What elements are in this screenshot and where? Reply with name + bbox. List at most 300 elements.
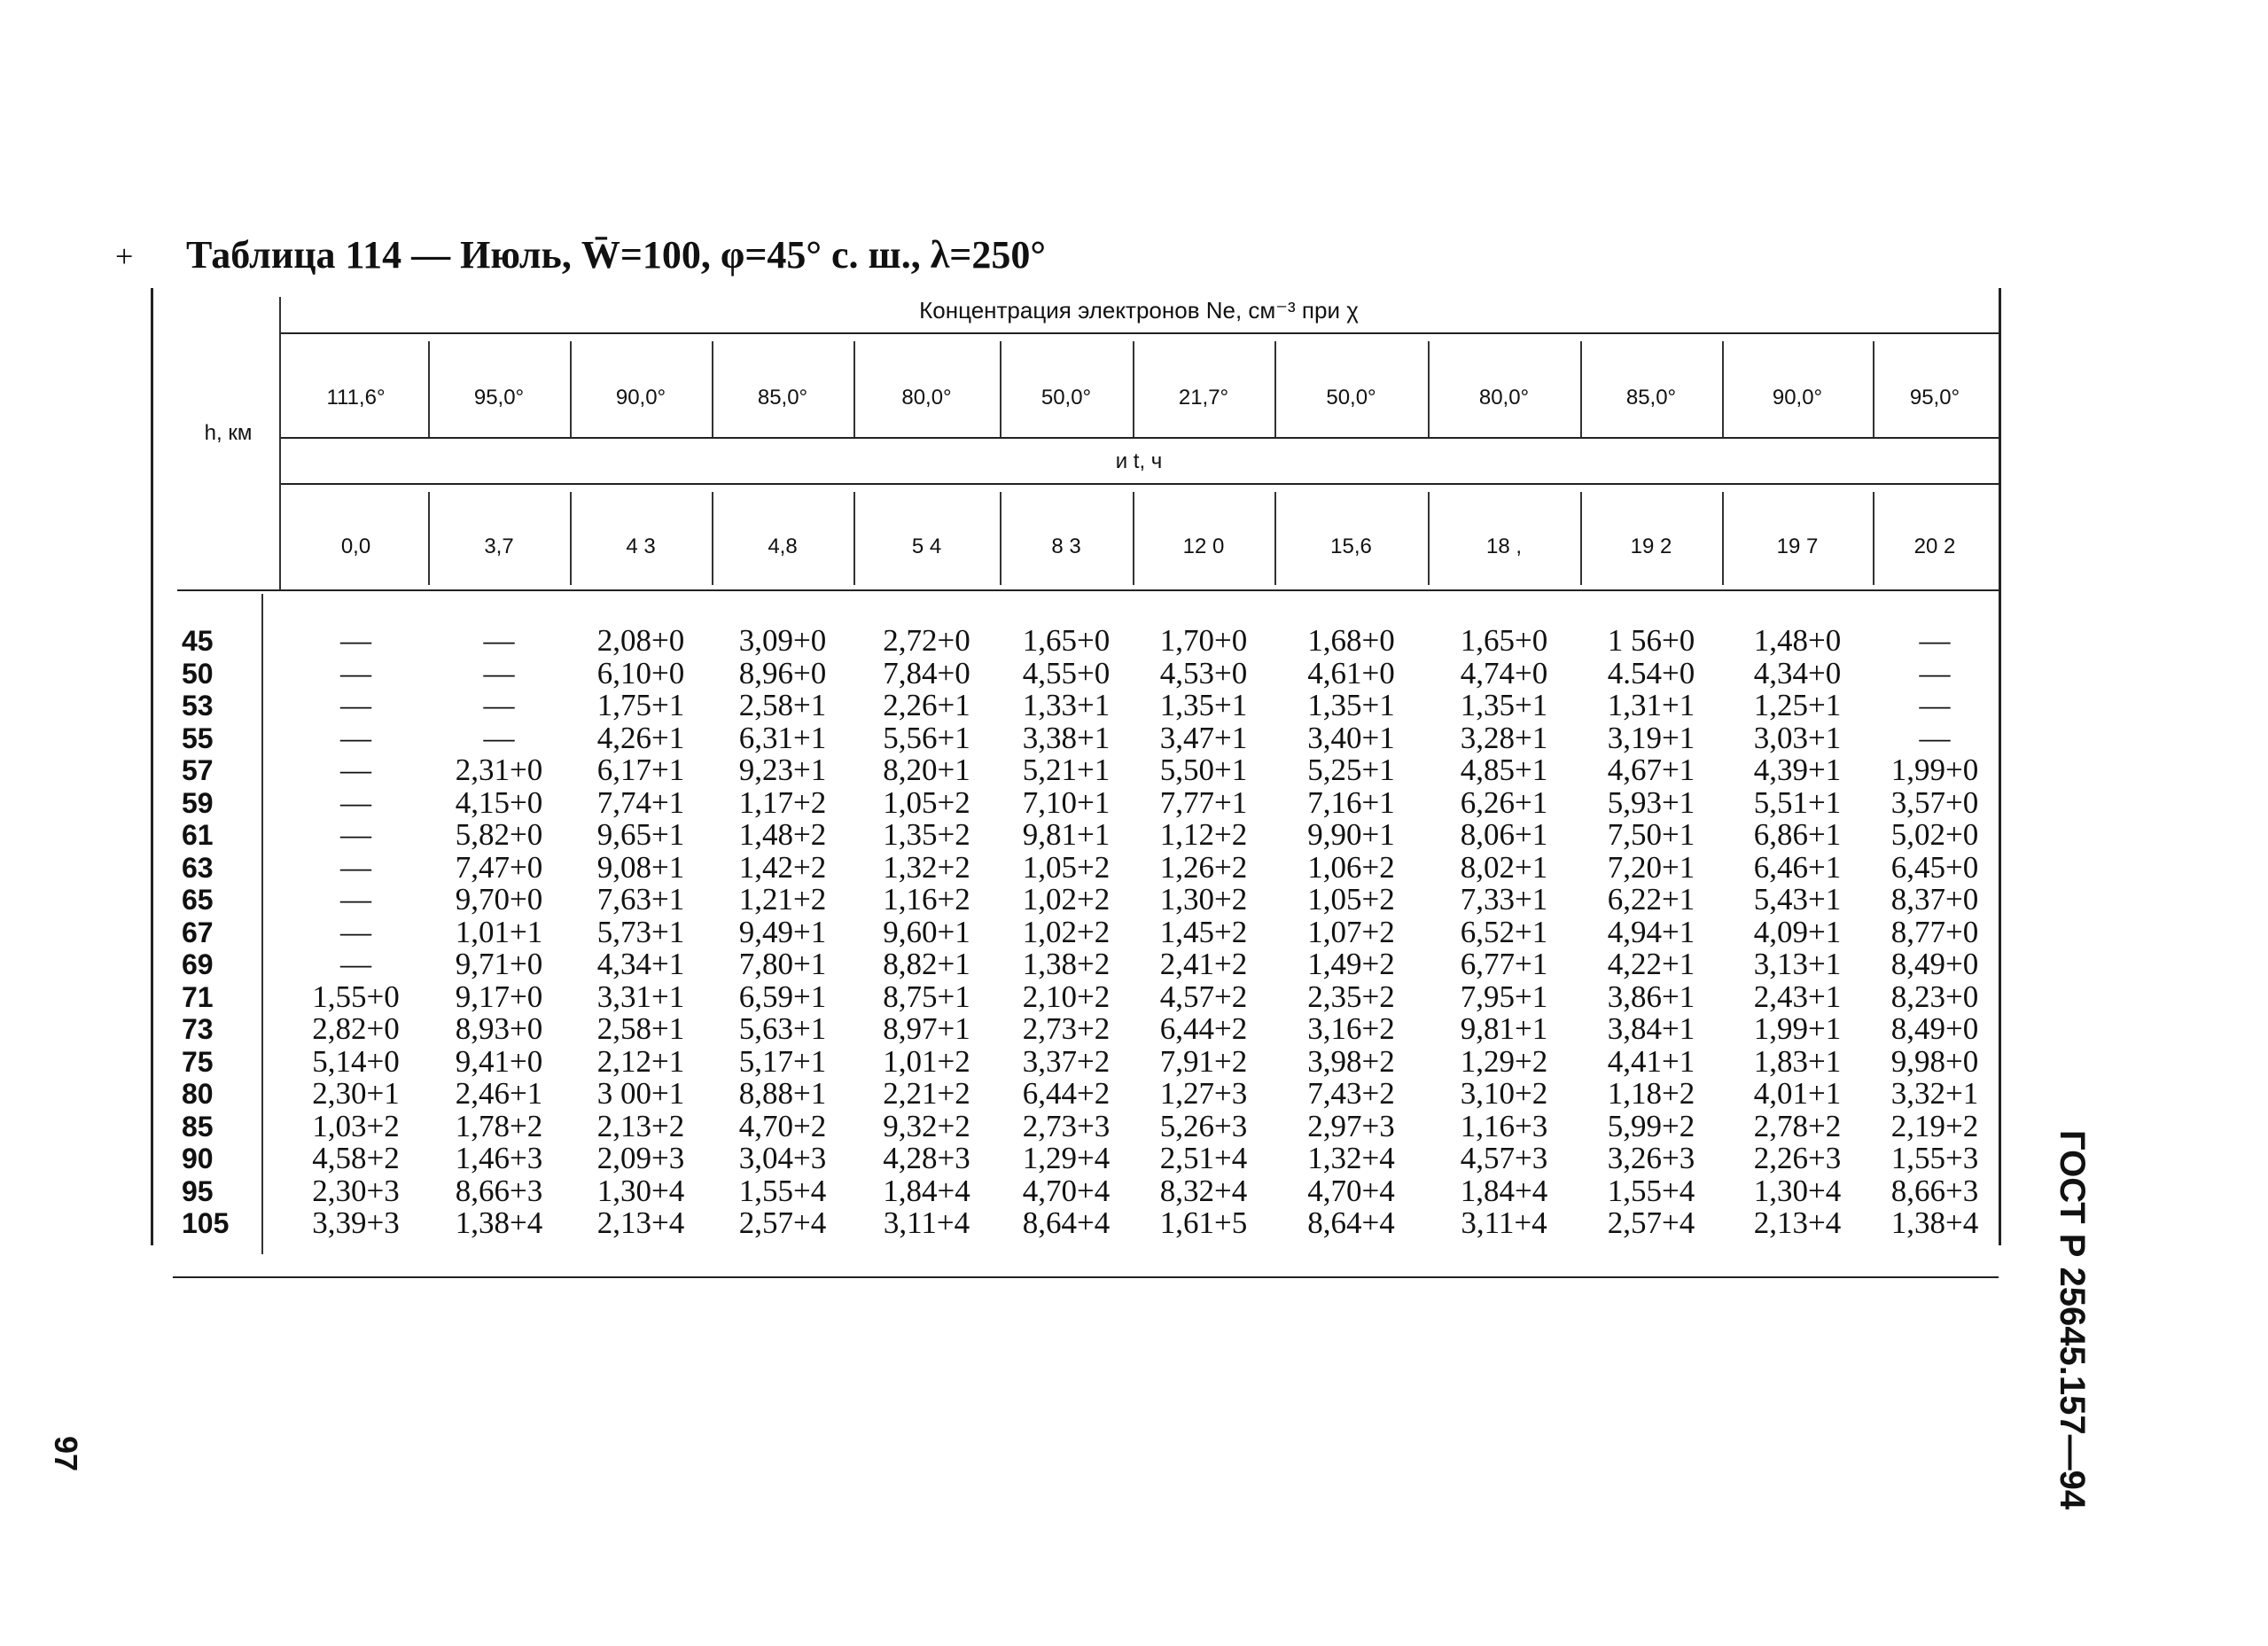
table-cell: 1,35+1 xyxy=(1159,688,1248,722)
chi-column-separator xyxy=(570,341,572,437)
chi-header-cell: 95,0° xyxy=(473,386,525,410)
table-cell: 2,35+2 xyxy=(1307,979,1395,1014)
table-cell: 3 00+1 xyxy=(596,1076,685,1111)
h-column-separator xyxy=(279,297,281,589)
table-cell: 2,51+4 xyxy=(1159,1141,1248,1175)
table-cell: 7,47+0 xyxy=(455,849,543,885)
table-cell: 8,97+1 xyxy=(883,1011,970,1046)
table-cell: 1,30+2 xyxy=(1159,882,1248,917)
table-cell: 4,41+1 xyxy=(1607,1043,1695,1079)
table-cell: 1,17+2 xyxy=(738,784,827,820)
table-cell: 1,35+1 xyxy=(1460,688,1548,722)
table-cell: 1,99+0 xyxy=(1890,753,1979,787)
chi-header-cell: 90,0° xyxy=(615,386,666,410)
table-cell: 3,47+1 xyxy=(1159,720,1248,755)
table-cell: 1,55+4 xyxy=(738,1173,827,1208)
table-cell: 1,31+1 xyxy=(1607,688,1695,722)
table-cell: 7,74+1 xyxy=(596,784,685,820)
table-cell: 1,02+2 xyxy=(1022,914,1111,949)
chi-column-separator xyxy=(1000,341,1002,437)
t-column-separator xyxy=(1580,492,1582,585)
table-cell: 2,57+4 xyxy=(738,1205,827,1240)
table-cell: 1,99+1 xyxy=(1753,1011,1842,1046)
table-cell: 2,78+2 xyxy=(1753,1108,1842,1143)
table-cell: 4,55+0 xyxy=(1022,655,1111,690)
table-cell: 5,73+1 xyxy=(596,914,685,949)
table-cell: 1,83+1 xyxy=(1753,1043,1842,1079)
table-cell: 1,45+2 xyxy=(1159,914,1248,949)
table-cell: 1,49+2 xyxy=(1307,947,1395,981)
table-cell: 9,41+0 xyxy=(455,1043,543,1079)
table-cell: 1,38+2 xyxy=(1022,947,1111,981)
table-cell: 8,37+0 xyxy=(1890,882,1979,917)
row-height-cell: 90 xyxy=(182,1143,214,1174)
t-column-separator xyxy=(1274,492,1276,585)
table-cell: 9,71+0 xyxy=(455,947,543,981)
table-cell: 1,84+4 xyxy=(883,1173,970,1208)
table-cell: 1,29+4 xyxy=(1022,1141,1111,1175)
t-column-separator xyxy=(1428,492,1430,585)
table-cell: 8,20+1 xyxy=(883,753,970,787)
header-bottom-rule xyxy=(177,589,1999,591)
table-cell: 8,02+1 xyxy=(1460,849,1548,885)
t-header-cell: 5 4 xyxy=(911,534,942,558)
chi-column-separator xyxy=(1428,341,1430,437)
margin-mark: + xyxy=(115,238,134,274)
table-cell: 1,05+2 xyxy=(883,784,970,820)
table-cell: 1,27+3 xyxy=(1159,1076,1248,1111)
table-cell: 2,57+4 xyxy=(1607,1205,1695,1240)
table-cell: 3,03+1 xyxy=(1753,720,1842,755)
table-cell: 1,29+2 xyxy=(1460,1043,1548,1079)
table-cell: 1,75+1 xyxy=(596,688,685,722)
table-cell: 1,02+2 xyxy=(1022,882,1111,917)
table-cell: 5,51+1 xyxy=(1753,784,1842,820)
table-cell: 9,98+0 xyxy=(1890,1043,1979,1079)
row-height-cell: 65 xyxy=(182,884,214,916)
table-cell: 7,84+0 xyxy=(883,655,970,690)
table-cell: 1,46+3 xyxy=(455,1141,543,1175)
table-cell: 5,63+1 xyxy=(738,1011,827,1046)
row-height-cell: 95 xyxy=(182,1174,214,1207)
table-cell: — xyxy=(340,817,371,852)
row-height-cell: 59 xyxy=(182,786,214,819)
t-column-separator xyxy=(853,492,855,585)
table-cell: 4,85+1 xyxy=(1460,753,1548,787)
table-cell: 6,52+1 xyxy=(1460,914,1548,949)
t-header-cell: 15,6 xyxy=(1330,534,1372,558)
table-cell: 8,23+0 xyxy=(1890,979,1979,1014)
chi-column-separator xyxy=(712,341,713,437)
t-header-cell: 18 , xyxy=(1485,534,1523,558)
table-cell: 4,28+3 xyxy=(883,1141,970,1175)
h-column-header: h, км xyxy=(204,421,253,445)
table-cell: — xyxy=(1919,688,1951,722)
chi-header-cell: 111,6° xyxy=(326,386,386,410)
table-cell: 7,95+1 xyxy=(1460,979,1548,1014)
table-cell: 1,48+2 xyxy=(738,817,827,852)
chi-column-separator xyxy=(1722,341,1724,437)
table-cell: 1,05+2 xyxy=(1307,882,1395,917)
table xyxy=(151,288,2012,1269)
table-cell: 8,82+1 xyxy=(883,947,970,981)
table-cell: 2,12+1 xyxy=(596,1043,685,1079)
t-column-separator xyxy=(1873,492,1874,585)
table-cell: 9,17+0 xyxy=(455,979,543,1014)
table-cell: 9,81+1 xyxy=(1022,817,1111,852)
table-cell: 1,61+5 xyxy=(1159,1205,1248,1240)
row-height-cell: 85 xyxy=(182,1110,214,1143)
table-cell: 1,42+2 xyxy=(738,849,827,885)
table-cell: 1,68+0 xyxy=(1307,623,1395,658)
table-cell: 1,84+4 xyxy=(1460,1173,1548,1208)
table-cell: 4,53+0 xyxy=(1159,655,1248,690)
table-cell: 1,38+4 xyxy=(455,1205,543,1240)
table-cell: 1,55+0 xyxy=(312,979,400,1014)
table-cell: 2,43+1 xyxy=(1753,979,1842,1014)
table-cell: 1,21+2 xyxy=(738,882,827,917)
table-cell: 3,40+1 xyxy=(1307,720,1395,755)
row-height-cell: 50 xyxy=(182,657,214,690)
table-cell: 8,49+0 xyxy=(1890,947,1979,981)
table-cell: — xyxy=(340,947,371,981)
table-cell: 4,34+0 xyxy=(1753,655,1842,690)
table-cell: 1,78+2 xyxy=(455,1108,543,1143)
table-cell: 1,25+1 xyxy=(1753,688,1842,722)
row-height-cell: 53 xyxy=(182,690,214,722)
table-left-border xyxy=(151,288,153,1245)
table-cell: 3,11+4 xyxy=(883,1205,970,1240)
t-header-cell: 4 3 xyxy=(626,534,656,558)
table-cell: 4,22+1 xyxy=(1607,947,1695,981)
chi-column-separator xyxy=(1580,341,1582,437)
table-cell: 7,33+1 xyxy=(1460,882,1548,917)
document-code: ГОСТ Р 25645.157—94 xyxy=(2053,1130,2092,1510)
table-cell: 8,88+1 xyxy=(738,1076,827,1111)
table-cell: 4,58+2 xyxy=(312,1141,400,1175)
t-top-rule xyxy=(279,483,1999,485)
table-cell: 8,64+4 xyxy=(1022,1205,1111,1240)
row-height-cell: 63 xyxy=(182,851,214,884)
table-cell: 9,23+1 xyxy=(738,753,827,787)
table-cell: 3,09+0 xyxy=(738,623,827,658)
table-cell: 1,26+2 xyxy=(1159,849,1248,885)
table-cell: 1,35+1 xyxy=(1307,688,1395,722)
table-cell: 4,26+1 xyxy=(596,720,685,755)
table-cell: 4,57+2 xyxy=(1159,979,1248,1014)
table-cell: 3,16+2 xyxy=(1307,1011,1395,1046)
t-header-cell: 19 2 xyxy=(1630,534,1672,558)
chi-header-cell: 80,0° xyxy=(901,386,952,410)
table-title: Таблица 114 — Июль, W̄=100, φ=45° с. ш., λ=250° xyxy=(186,233,1046,277)
table-cell: 4,15+0 xyxy=(455,784,543,820)
table-cell: 2,30+3 xyxy=(312,1173,400,1208)
table-cell: 1,38+4 xyxy=(1890,1205,1979,1240)
table-cell: 7,43+2 xyxy=(1307,1076,1395,1111)
table-cell: 6,31+1 xyxy=(738,720,827,755)
table-cell: 1,48+0 xyxy=(1753,623,1842,658)
table-bottom-rule xyxy=(173,1276,1999,1278)
table-cell: 2,30+1 xyxy=(312,1076,400,1111)
chi-header-cell: 80,0° xyxy=(1478,386,1530,410)
table-cell: 2,19+2 xyxy=(1890,1108,1979,1143)
chi-header-cell: 50,0° xyxy=(1326,386,1376,410)
t-header-cell: 3,7 xyxy=(484,534,514,558)
table-cell: 1,30+4 xyxy=(1753,1173,1842,1208)
table-cell: 1,32+2 xyxy=(883,849,970,885)
table-cell: — xyxy=(340,849,371,885)
table-cell: 5,26+3 xyxy=(1159,1108,1248,1143)
table-cell: 1,01+1 xyxy=(455,914,543,949)
table-cell: — xyxy=(340,623,371,658)
t-column-separator xyxy=(1000,492,1002,585)
chi-column-separator xyxy=(428,341,430,437)
table-cell: 2,73+3 xyxy=(1022,1108,1111,1143)
table-cell: 1 56+0 xyxy=(1607,623,1695,658)
t-header-cell: 12 0 xyxy=(1182,534,1225,558)
t-column-separator xyxy=(428,492,430,585)
table-cell: 6,17+1 xyxy=(596,753,685,787)
table-cell: 1,05+2 xyxy=(1022,849,1111,885)
table-cell: 5,93+1 xyxy=(1607,784,1695,820)
table-cell: 7,16+1 xyxy=(1307,784,1395,820)
table-cell: 2,10+2 xyxy=(1022,979,1111,1014)
table-cell: 3,04+3 xyxy=(738,1141,827,1175)
chi-column-separator xyxy=(1274,341,1276,437)
table-cell: 2,13+4 xyxy=(1753,1205,1842,1240)
table-cell: 8,66+3 xyxy=(455,1173,543,1208)
row-height-cell: 105 xyxy=(182,1207,230,1239)
table-cell: 1,07+2 xyxy=(1307,914,1395,949)
table-cell: — xyxy=(483,623,515,658)
table-cell: 4,01+1 xyxy=(1753,1076,1842,1111)
table-cell: 6,46+1 xyxy=(1753,849,1842,885)
table-cell: 7,80+1 xyxy=(738,947,827,981)
table-cell: 8,64+4 xyxy=(1307,1205,1395,1240)
row-height-cell: 55 xyxy=(182,722,214,754)
table-cell: 8,32+4 xyxy=(1159,1173,1248,1208)
table-cell: 9,90+1 xyxy=(1307,817,1395,852)
table-cell: 3,39+3 xyxy=(312,1205,400,1240)
table-cell: — xyxy=(483,688,515,722)
t-group-header: и t, ч xyxy=(1115,449,1163,473)
table-cell: 4,67+1 xyxy=(1607,753,1695,787)
table-cell: 2,58+1 xyxy=(596,1011,685,1046)
table-cell: 2,46+1 xyxy=(455,1076,543,1111)
table-cell: 1,16+2 xyxy=(883,882,970,917)
table-cell: 3,86+1 xyxy=(1607,979,1695,1014)
table-cell: 7,91+2 xyxy=(1159,1043,1248,1079)
table-cell: 8,06+1 xyxy=(1460,817,1548,852)
table-cell: 3,13+1 xyxy=(1753,947,1842,981)
table-cell: 8,77+0 xyxy=(1890,914,1979,949)
chi-column-separator xyxy=(853,341,855,437)
row-height-cell: 71 xyxy=(182,980,214,1013)
table-cell: 1,65+0 xyxy=(1460,623,1548,658)
table-cell: 4,70+2 xyxy=(738,1108,827,1143)
table-cell: — xyxy=(1919,720,1951,755)
table-cell: 8,75+1 xyxy=(883,979,970,1014)
table-cell: 5,43+1 xyxy=(1753,882,1842,917)
table-cell: 9,08+1 xyxy=(596,849,685,885)
table-cell: 6,26+1 xyxy=(1460,784,1548,820)
table-cell: 6,86+1 xyxy=(1753,817,1842,852)
table-cell: 2,08+0 xyxy=(596,623,685,658)
row-height-cell: 75 xyxy=(182,1045,214,1078)
table-cell: 1,01+2 xyxy=(883,1043,970,1079)
table-cell: — xyxy=(340,914,371,949)
table-cell: — xyxy=(483,655,515,690)
table-cell: — xyxy=(340,720,371,755)
table-cell: 3,19+1 xyxy=(1607,720,1695,755)
row-height-cell: 61 xyxy=(182,819,214,851)
table-cell: 5,21+1 xyxy=(1022,753,1111,787)
chi-header-cell: 90,0° xyxy=(1772,386,1823,410)
table-cell: 1,65+0 xyxy=(1022,623,1111,658)
row-height-cell: 73 xyxy=(182,1013,214,1045)
row-height-cell: 80 xyxy=(182,1078,214,1110)
table-cell: 2,31+0 xyxy=(455,753,543,787)
table-body xyxy=(173,625,1997,1240)
table-cell: 6,77+1 xyxy=(1460,947,1548,981)
table-cell: 4,94+1 xyxy=(1607,914,1695,949)
t-column-separator xyxy=(1133,492,1134,585)
table-cell: 7,20+1 xyxy=(1607,849,1695,885)
table-cell: 9,65+1 xyxy=(596,817,685,852)
table-cell: — xyxy=(1919,623,1951,658)
table-cell: 2,26+3 xyxy=(1753,1141,1842,1175)
table-cell: 4,70+4 xyxy=(1307,1173,1395,1208)
table-cell: 1,06+2 xyxy=(1307,849,1395,885)
table-cell: 7,10+1 xyxy=(1022,784,1111,820)
concentration-group-header: Концентрация электронов Ne, см⁻³ при χ xyxy=(919,297,1359,324)
table-cell: 2,09+3 xyxy=(596,1141,685,1175)
table-cell: 9,70+0 xyxy=(455,882,543,917)
table-cell: 5,82+0 xyxy=(455,817,543,852)
table-cell: — xyxy=(1919,655,1951,690)
t-header-cell: 20 2 xyxy=(1913,534,1956,558)
t-column-separator xyxy=(1722,492,1724,585)
table-cell: 4,39+1 xyxy=(1753,753,1842,787)
table-cell: 3,31+1 xyxy=(596,979,685,1014)
table-cell: 9,32+2 xyxy=(883,1108,970,1143)
table-cell: 9,81+1 xyxy=(1460,1011,1548,1046)
row-height-cell: 69 xyxy=(182,948,214,980)
table-cell: 3,11+4 xyxy=(1461,1205,1547,1240)
table-cell: 2,21+2 xyxy=(883,1076,970,1111)
table-cell: 5,56+1 xyxy=(883,720,970,755)
table-cell: 8,49+0 xyxy=(1890,1011,1979,1046)
t-column-separator xyxy=(712,492,713,585)
table-cell: 3,38+1 xyxy=(1022,720,1111,755)
table-cell: 3,32+1 xyxy=(1890,1076,1979,1111)
table-cell: 6,45+0 xyxy=(1890,849,1979,885)
table-cell: 4,34+1 xyxy=(596,947,685,981)
table-cell: 1,03+2 xyxy=(312,1108,400,1143)
table-cell: 4,57+3 xyxy=(1460,1141,1548,1175)
chi-header-cell: 50,0° xyxy=(1040,386,1092,410)
table-cell: 6,44+2 xyxy=(1022,1076,1111,1111)
table-cell: 8,96+0 xyxy=(738,655,827,690)
table-cell: 5,99+2 xyxy=(1607,1108,1695,1143)
t-header-cell: 4,8 xyxy=(768,534,798,558)
table-cell: — xyxy=(483,720,515,755)
table-cell: 1,30+4 xyxy=(596,1173,685,1208)
table-cell: — xyxy=(340,784,371,820)
table-cell: 1,12+2 xyxy=(1159,817,1248,852)
table-cell: — xyxy=(340,753,371,787)
table-cell: 7,50+1 xyxy=(1607,817,1695,852)
t-column-separator xyxy=(570,492,572,585)
table-cell: 5,50+1 xyxy=(1159,753,1248,787)
table-cell: 5,25+1 xyxy=(1307,753,1395,787)
t-header-cell: 19 7 xyxy=(1776,534,1819,558)
t-header-cell: 8 3 xyxy=(1051,534,1081,558)
table-cell: 1,18+2 xyxy=(1607,1076,1695,1111)
table-cell: 3,98+2 xyxy=(1307,1043,1395,1079)
table-cell: 1,16+3 xyxy=(1460,1108,1548,1143)
chi-column-separator xyxy=(1873,341,1874,437)
table-cell: 9,60+1 xyxy=(883,914,970,949)
table-cell: 8,66+3 xyxy=(1890,1173,1979,1208)
chi-header-cell: 21,7° xyxy=(1178,386,1229,410)
chi-header-cell: 95,0° xyxy=(1909,386,1960,410)
table-cell: 6,22+1 xyxy=(1607,882,1695,917)
table-cell: 1,35+2 xyxy=(883,817,970,852)
table-cell: 6,59+1 xyxy=(738,979,827,1014)
table-cell: 2,41+2 xyxy=(1159,947,1248,981)
table-cell: — xyxy=(340,882,371,917)
table-cell: 3,10+2 xyxy=(1460,1076,1548,1111)
table-cell: 1,33+1 xyxy=(1022,688,1111,722)
row-height-cell: 45 xyxy=(182,625,214,657)
chi-bottom-rule xyxy=(279,437,1999,439)
table-cell: 4,70+4 xyxy=(1022,1173,1111,1208)
table-cell: 7,63+1 xyxy=(596,882,685,917)
table-cell: 6,10+0 xyxy=(596,655,685,690)
table-cell: 3,84+1 xyxy=(1607,1011,1695,1046)
table-cell: 7,77+1 xyxy=(1159,784,1248,820)
table-cell: 5,02+0 xyxy=(1890,817,1979,852)
chi-header-cell: 85,0° xyxy=(757,386,808,410)
table-cell: 4.54+0 xyxy=(1607,655,1695,690)
table-cell: 3,26+3 xyxy=(1607,1141,1695,1175)
row-height-cell: 57 xyxy=(182,754,214,786)
table-cell: 2,58+1 xyxy=(738,688,827,722)
table-cell: 9,49+1 xyxy=(738,914,827,949)
row-height-cell: 67 xyxy=(182,916,214,948)
table-cell: 2,26+1 xyxy=(883,688,970,722)
table-cell: 2,82+0 xyxy=(312,1011,400,1046)
table-cell: 3,28+1 xyxy=(1460,720,1548,755)
table-cell: 2,73+2 xyxy=(1022,1011,1111,1046)
table-cell: 5,14+0 xyxy=(312,1043,400,1079)
table-cell: 1,55+4 xyxy=(1607,1173,1695,1208)
table-cell: 2,13+4 xyxy=(596,1205,685,1240)
page-number: 97 xyxy=(48,1436,84,1472)
table-right-border xyxy=(1999,288,2001,1245)
table-cell: 2,97+3 xyxy=(1307,1108,1395,1143)
table-cell: 6,44+2 xyxy=(1159,1011,1248,1046)
table-cell: — xyxy=(340,688,371,722)
table-cell: 2,72+0 xyxy=(883,623,970,658)
chi-column-separator xyxy=(1133,341,1134,437)
table-cell: 2,13+2 xyxy=(596,1108,685,1143)
chi-header-cell: 85,0° xyxy=(1625,386,1677,410)
table-cell: 4,61+0 xyxy=(1307,655,1395,690)
table-cell: 1,70+0 xyxy=(1159,623,1248,658)
table-cell: 5,17+1 xyxy=(738,1043,827,1079)
